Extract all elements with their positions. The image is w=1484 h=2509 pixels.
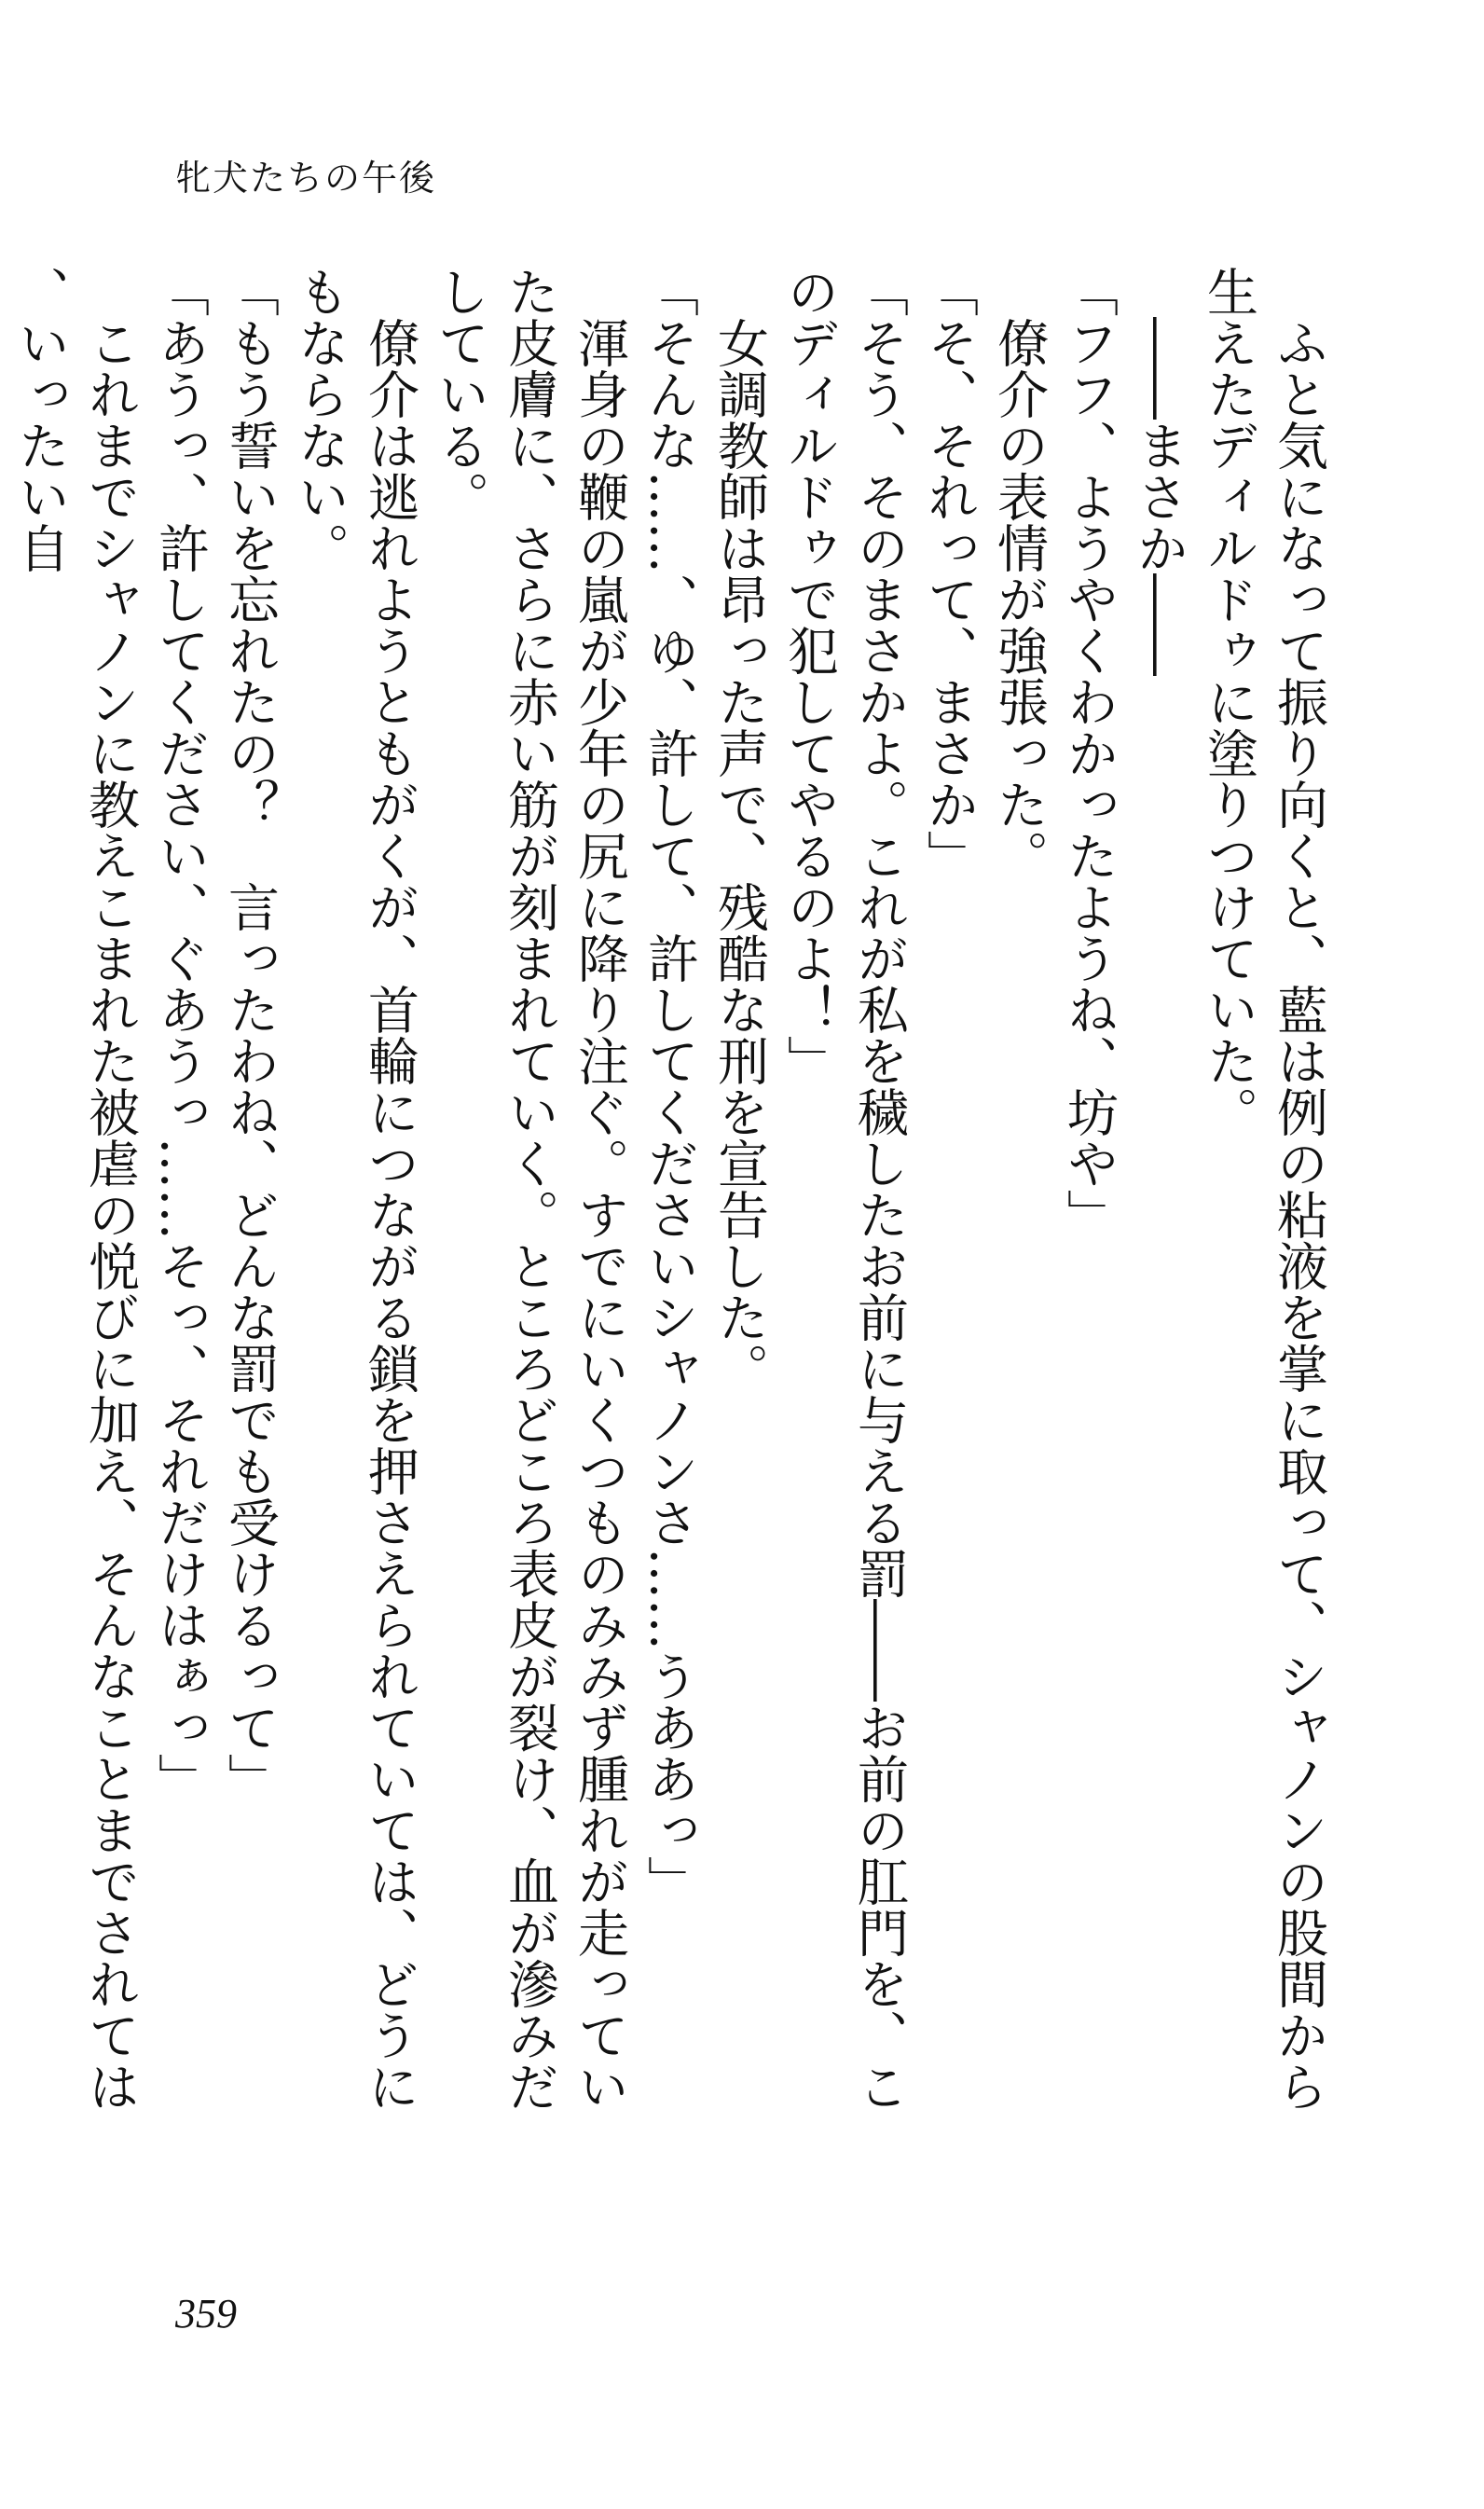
dialogue-line: 「あうっ、許してください、ぐあうっ……そっ、それだけはぁっ」 xyxy=(150,266,210,1804)
dialogue-line: 「フフ、ようやくわかったようね、坊や」 xyxy=(1059,266,1119,1240)
page-number: 359 xyxy=(175,2291,237,2337)
paragraph: これまでシャノンに教えこまれた被虐の悦びに加え、そんなことまでされては、いったい自 xyxy=(10,266,140,2112)
paragraph: 僚介の表情が強張った。 xyxy=(989,317,1049,881)
paragraph: 女調教師は昂った声で、残酷な刑を宣告した。 xyxy=(709,317,769,1394)
dialogue-line: 「もう誓いを忘れたの？ 言ったわね、どんな罰でも受けるって」 xyxy=(220,266,280,1804)
running-title: 牝犬たちの午後 xyxy=(175,158,437,199)
dialogue-line: 「そ、それって、まさか」 xyxy=(919,266,979,881)
vertical-body-text xyxy=(10,266,1333,2140)
paragraph: ――まさか―― xyxy=(1129,317,1189,676)
paragraph: 渾身の鞭の嵐が少年の尻に降り注ぐ。すでにいくつものみみず腫れが走っていた皮膚に、さらに赤い筋が刻まれていく。ところどころ表皮が裂け、血が滲みだしている。 xyxy=(430,266,629,2112)
paragraph: 僚介は逃れようともがくが、首輪につながる鎖を押さえられていては、どうにもならない。 xyxy=(290,266,419,2112)
dialogue-line: 「そんな……、ゆ、許して、許してくださいシャノンさ……うああっ」 xyxy=(639,266,699,1907)
dialogue-line: 「そう、そのまさかよ。これが私を穢したお前に与える罰――お前の肛門を、このディルドゥで犯してやるのよ！」 xyxy=(779,266,909,2112)
paragraph: ふと気になって振り向くと、藍は例の粘液を掌に取って、シャノンの股間から生えたディルドゥに塗りつけていた。 xyxy=(1199,266,1328,2112)
